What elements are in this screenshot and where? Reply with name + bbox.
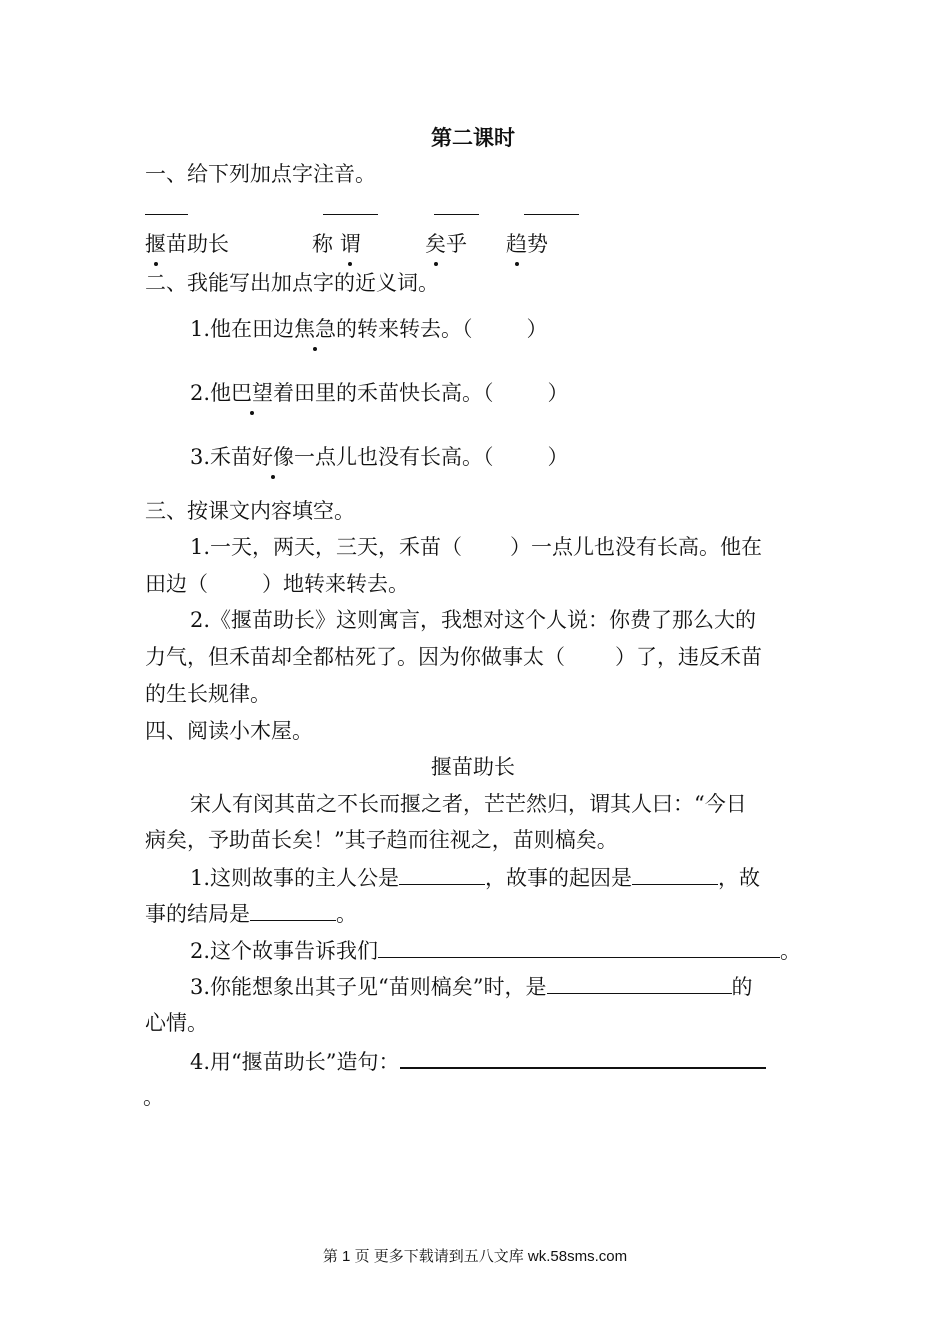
answer-blank[interactable] <box>547 971 732 994</box>
q2-item-2: 2.他巴望着田里的禾苗快长高。（ ） <box>190 378 569 408</box>
dotted-word: 好像 <box>252 442 294 472</box>
answer-blank[interactable] <box>250 898 336 921</box>
q3-item-1-line-1: 1.一天，两天，三天，禾苗（ ）一点儿也没有长高。他在 <box>190 535 763 559</box>
page-title: 第二课时 <box>431 125 515 150</box>
q4-question-1-line-2: 事的结局是 。 <box>145 898 357 929</box>
q4-question-4-line-2: 。 <box>143 1085 164 1109</box>
answer-blank[interactable] <box>399 862 485 885</box>
dotted-char: 矣 <box>425 229 446 259</box>
pinyin-blank-2[interactable] <box>323 212 378 215</box>
dotted-word: 巴望 <box>231 378 273 408</box>
q2-heading: 二、我能写出加点字的近义词。 <box>145 271 439 295</box>
q1-word-3: 矣乎 <box>425 229 467 259</box>
pinyin-blank-1[interactable] <box>145 212 188 215</box>
q1-word-1: 揠苗助长 <box>145 229 229 259</box>
dotted-char: 趋 <box>506 229 527 259</box>
passage-line-2: 病矣，予助苗长矣！”其子趋而往视之，苗则槁矣。 <box>145 828 618 852</box>
page-footer: 第 1 页 更多下载请到五八文库 wk.58sms.com <box>322 1248 628 1265</box>
q2-item-1: 1.他在田边焦急的转来转去。（ ） <box>190 314 548 344</box>
q1-word-2: 称 谓 <box>312 229 361 259</box>
q3-item-2-line-1: 2.《揠苗助长》这则寓言，我想对这个人说：你费了那么大的 <box>190 608 757 632</box>
q1-heading: 一、给下列加点字注音。 <box>145 162 376 186</box>
passage-title: 揠苗助长 <box>431 755 515 779</box>
q4-question-1-line-1: 1.这则故事的主人公是 ，故事的起因是 ，故 <box>190 862 760 893</box>
answer-blank[interactable] <box>632 862 718 885</box>
q4-question-3-line-2: 心情。 <box>145 1011 208 1035</box>
q3-heading: 三、按课文内容填空。 <box>145 499 355 523</box>
passage-line-1: 宋人有闵其苗之不长而揠之者，芒芒然归，谓其人曰：“今日 <box>190 792 747 816</box>
dotted-char: 谓 <box>340 229 361 259</box>
pinyin-blank-4[interactable] <box>524 212 579 215</box>
q3-item-1-line-2: 田边（ ）地转来转去。 <box>145 572 409 596</box>
q1-word-4: 趋势 <box>506 229 548 259</box>
q4-question-4-line-1: 4.用“揠苗助长”造句： <box>190 1045 766 1077</box>
pinyin-blank-3[interactable] <box>434 212 479 215</box>
sentence-blank[interactable] <box>400 1045 766 1069</box>
q3-item-2-line-3: 的生长规律。 <box>145 682 271 706</box>
answer-blank[interactable] <box>378 935 780 958</box>
dotted-char: 揠 <box>145 229 166 259</box>
q4-question-3-line-1: 3.你能想象出其子见“苗则槁矣”时，是 的 <box>190 971 753 1002</box>
q4-heading: 四、阅读小木屋。 <box>145 719 313 743</box>
q4-question-2: 2.这个故事告诉我们 。 <box>190 935 801 966</box>
q2-item-3: 3.禾苗好像一点儿也没有长高。（ ） <box>190 442 569 472</box>
dotted-word: 焦急 <box>294 314 336 344</box>
q3-item-2-line-2: 力气，但禾苗却全都枯死了。因为你做事太（ ）了，违反禾苗 <box>145 645 762 669</box>
